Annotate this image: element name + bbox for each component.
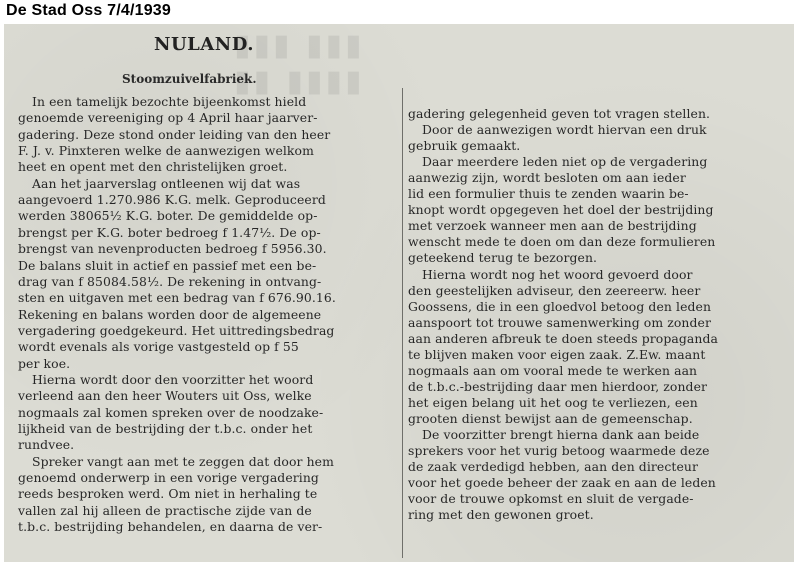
text-line: geteekend terug te bezorgen. <box>408 250 598 266</box>
text-line: Rekening en balans worden door de algemeene <box>18 306 322 322</box>
text-line: reeds besproken werd. Om niet in herhaling te <box>18 486 318 502</box>
text-line: per koe. <box>18 355 71 371</box>
text-line: nogmaals aan om vooral mede te werken aan <box>408 362 698 378</box>
text-line: de zaak verdedigd hebben, aan den directeur <box>408 459 699 475</box>
column-divider <box>402 88 403 558</box>
text-line: ring met den gewonen groet. <box>408 507 594 523</box>
article-heading: NULAND. <box>154 34 254 55</box>
text-line: gebruik gemaakt. <box>408 138 521 154</box>
text-line: aan anderen afbreuk te doen steeds propaganda <box>408 330 718 346</box>
text-line: Daar meerdere leden niet op de vergadering <box>422 154 708 170</box>
text-line: lijkheid van de bestrijding der t.b.c. onder het <box>18 421 313 436</box>
text-line: met verzoek wanneer men aan de bestrijding <box>408 218 697 234</box>
text-line: de t.b.c.-bestrijding daar men hierdoor, zonder <box>408 378 708 394</box>
text-line: te blijven maken voor eigen zaak. Z.Ew. maant <box>408 346 706 362</box>
text-line: Hierna wordt nog het woord gevoerd door <box>422 266 693 282</box>
text-line: werden 38065½ K.G. boter. De gemiddelde op- <box>18 208 318 224</box>
text-line: verleend aan den heer Wouters uit Oss, welke <box>18 388 312 404</box>
text-line: De balans sluit in actief en passief met een be- <box>18 257 317 273</box>
text-line: Spreker vangt aan met te zeggen dat door hem <box>32 453 334 469</box>
text-line: aanspoort tot trouwe samenwerking om zonder <box>408 314 711 330</box>
newspaper-clipping <box>4 24 794 562</box>
text-line: voor het goede beheer der zaak en aan de leden <box>408 475 716 491</box>
text-line: vergadering goedgekeurd. Het uittredingsbedrag <box>18 322 335 338</box>
text-line: het eigen belang uit het oog te verliezen, een <box>408 394 698 410</box>
bleed-through-texture: ▮▮▮ ▮▮▮ ▮▮ ▮▮▮▮ <box>234 28 365 99</box>
text-line: De voorzitter brengt hierna dank aan beide <box>422 427 700 442</box>
text-line: voor de trouwe opkomst en sluit de vergade- <box>408 491 694 507</box>
text-line: gadering. Deze stond onder leiding van den heer <box>18 126 331 142</box>
text-line: t.b.c. bestrijding behandelen, en daarna de ver- <box>18 519 323 535</box>
text-line: Hierna wordt door den voorzitter het woord <box>32 371 314 387</box>
text-line: aanwezig zijn, wordt besloten om aan ieder <box>408 170 686 186</box>
text-line: sten en uitgaven met een bedrag van f 676.90.16. <box>18 290 336 306</box>
text-line: vallen zal hij alleen de practische zijde van de <box>18 502 312 518</box>
text-line: heet en opent met den christelijken groet. <box>18 159 288 175</box>
text-line: wordt evenals als vorige vastgesteld op f 55 <box>18 339 299 355</box>
text-line: brengst per K.G. boter bedroeg f 1.47½. De op- <box>18 224 321 240</box>
text-line: rundvee. <box>18 437 75 453</box>
text-line: sprekers voor het vurig betoog waarmede deze <box>408 443 710 459</box>
text-line: Goossens, die in een gloedvol betoog den leden <box>408 298 712 314</box>
text-line: nogmaals zal komen spreken over de noodzake- <box>18 404 324 420</box>
text-line: lid een formulier thuis te zenden waarin be- <box>408 186 689 202</box>
text-line: genoemde vereeniging op 4 April haar jaarver- <box>18 110 318 126</box>
text-line: den geestelijken adviseur, den zeereerw. heer <box>408 282 701 298</box>
text-line: brengst van nevenproducten bedroeg f 5956.30. <box>18 241 327 257</box>
text-line: F. J. v. Pinxteren welke de aanwezigen welkom <box>18 143 314 159</box>
text-line: grooten dienst bewijst aan de gemeenschap. <box>408 410 693 426</box>
text-line: gadering gelegenheid geven tot vragen stellen. <box>408 106 711 121</box>
text-line: knopt wordt opgegeven het doel der bestrijding <box>408 202 714 218</box>
text-line: drag van f 85084.58½. De rekening in ontvang- <box>18 273 322 289</box>
clipping-caption: De Stad Oss 7/4/1939 <box>6 2 171 19</box>
text-line: Door de aanwezigen wordt hiervan een druk <box>422 122 707 138</box>
text-line: In een tamelijk bezochte bijeenkomst hield <box>32 94 307 109</box>
text-line: wenscht mede te doen om dan deze formulieren <box>408 234 716 250</box>
text-line: Aan het jaarverslag ontleenen wij dat was <box>32 175 301 191</box>
text-line: aangevoerd 1.270.986 K.G. melk. Geproduceerd <box>18 192 326 208</box>
article-subheading: Stoomzuivelfabriek. <box>122 72 257 86</box>
text-line: genoemd onderwerp in een vorige vergadering <box>18 470 319 486</box>
